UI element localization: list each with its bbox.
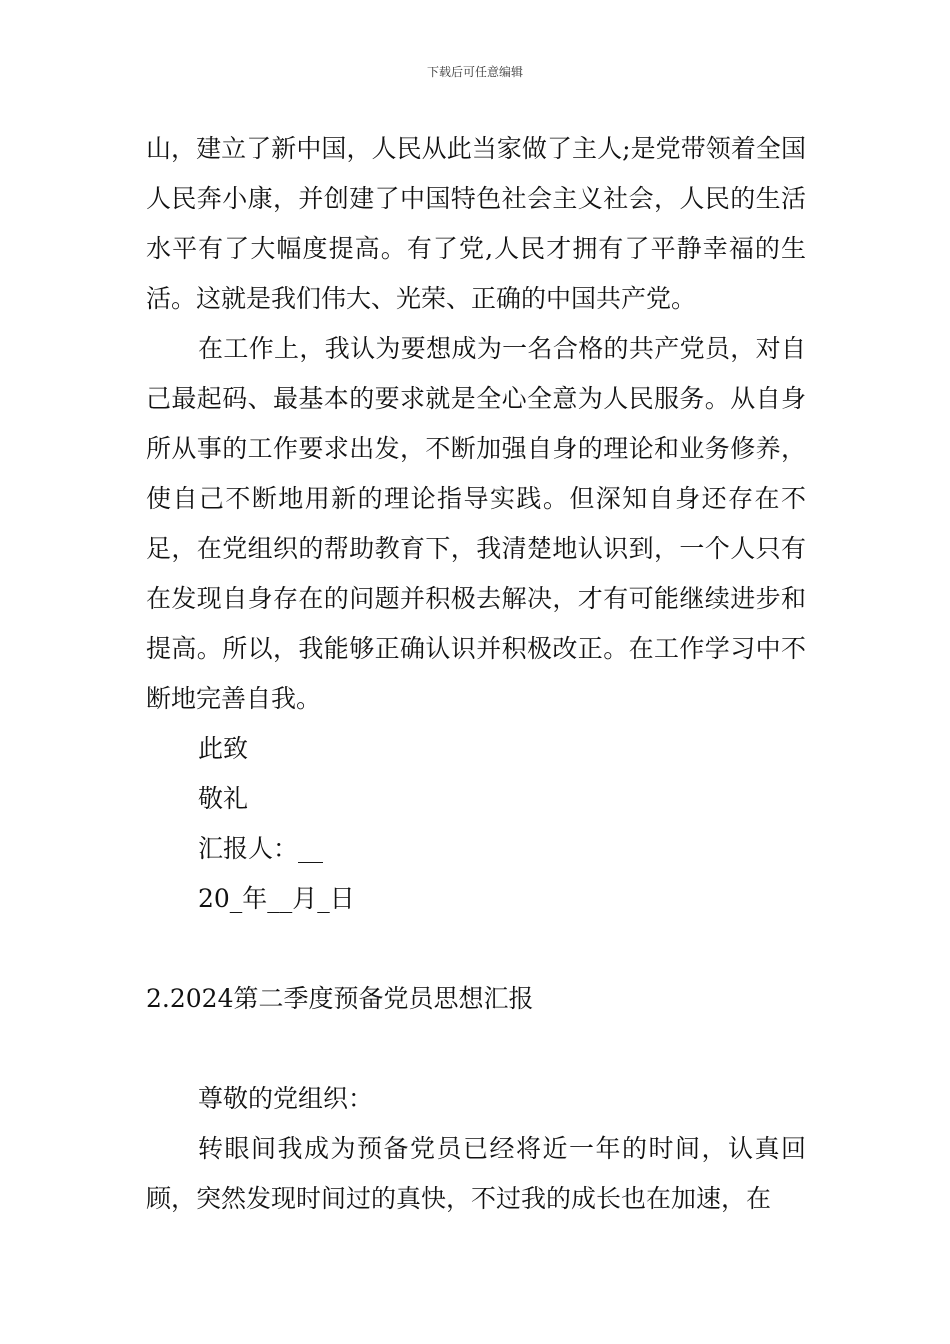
date-line: 20_年__月_日 bbox=[198, 884, 355, 913]
page-header: 下载后可任意编辑 bbox=[426, 65, 523, 79]
reporter-line: 汇报人：__ bbox=[198, 834, 324, 863]
document-body bbox=[146, 124, 806, 1224]
section-heading: 2.2024第二季度预备党员思想汇报 bbox=[146, 984, 534, 1013]
paragraph: 转眼间我成为预备党员已经将近一年的时间，认真回顾，突然发现时间过的真快，不过我的成长也在加速，在 bbox=[146, 1134, 806, 1213]
paragraph: 山，建立了新中国，人民从此当家做了主人;是党带领着全国人民奔小康，并创建了中国特色社会主义社会，人民的生活水平有了大幅度提高。有了党,人民才拥有了平静幸福的生活。这就是我们伟大、光荣、正确的中国共产党。 bbox=[146, 134, 806, 313]
paragraph: 在工作上，我认为要想成为一名合格的共产党员，对自己最起码、最基本的要求就是全心全意为人民服务。从自身所从事的工作要求出发，不断加强自身的理论和业务修养，使自己不断地用新的理论指导实践。但深知自身还存在不足，在党组织的帮助教育下，我清楚地认识到，一个人只有在发现自身存在的问题并积极去解决，才有可能继续进步和提高。所以，我能够正确认识并积极改正。在工作学习中不断地完善自我。 bbox=[146, 334, 806, 713]
closing-line: 此致 bbox=[198, 734, 249, 763]
closing-salute: 敬礼 bbox=[198, 784, 249, 813]
salutation: 尊敬的党组织： bbox=[198, 1084, 374, 1113]
